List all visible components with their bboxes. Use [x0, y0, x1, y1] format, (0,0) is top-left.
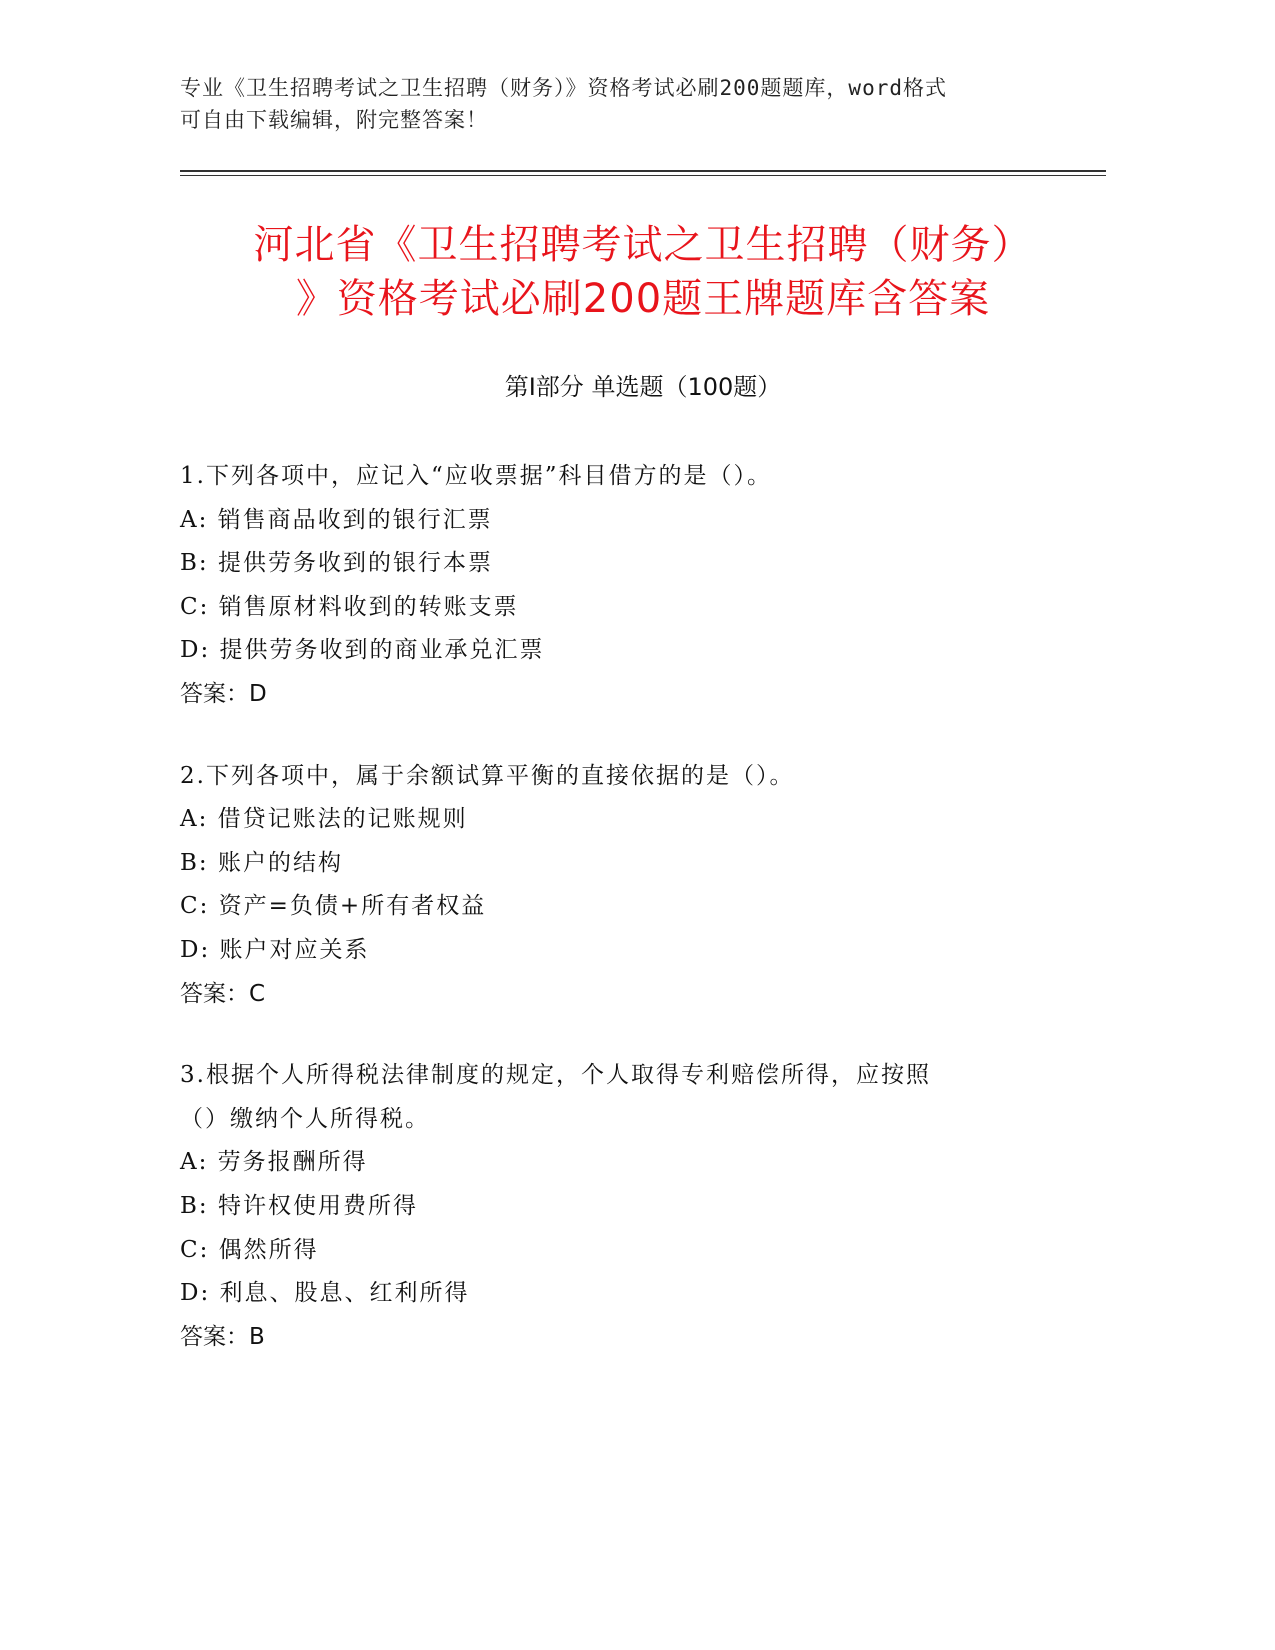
answer: 答案：B: [180, 1323, 265, 1350]
option-d: D: 账户对应关系: [180, 936, 370, 963]
option-a: A: 劳务报酬所得: [180, 1149, 368, 1176]
question-1: [180, 455, 1080, 717]
header-note-line-2: 可自由下载编辑，附完整答案！: [180, 108, 488, 132]
question-3: [180, 1054, 1080, 1359]
question-text: 2.下列各项中，属于余额试算平衡的直接依据的是（）。: [180, 762, 795, 789]
option-d: D: 利息、股息、红利所得: [180, 1280, 470, 1307]
option-d: D: 提供劳务收到的商业承兑汇票: [180, 637, 545, 664]
option-c: C: 偶然所得: [180, 1236, 319, 1263]
document-title-line-2: 》资格考试必刷200题王牌题库含答案: [295, 276, 991, 322]
question-text: 1.下列各项中，应记入“应收票据”科目借方的是（）。: [180, 463, 772, 489]
option-a: A: 借贷记账法的记账规则: [180, 806, 468, 833]
option-b: B: 特许权使用费所得: [180, 1192, 418, 1219]
section-heading: 第Ⅰ部分 单选题（100题）: [504, 373, 782, 401]
document-title-line-1: 河北省《卫生招聘考试之卫生招聘（财务）: [253, 222, 1033, 268]
option-b: B: 账户的结构: [180, 849, 343, 876]
header-divider-thick: [180, 170, 1106, 172]
document-title: [180, 218, 1106, 326]
question-text: 3.根据个人所得税法律制度的规定，个人取得专利赔偿所得，应按照: [180, 1062, 931, 1089]
question-text-continued: （）缴纳个人所得税。: [180, 1105, 430, 1132]
option-c: C: 资产=负债+所有者权益: [180, 893, 487, 920]
question-2: [180, 755, 1080, 1017]
option-b: B: 提供劳务收到的银行本票: [180, 550, 493, 577]
header-note: [180, 72, 1080, 136]
header-note-line-1: 专业《卫生招聘考试之卫生招聘（财务）》资格考试必刷200题题库，word格式: [180, 76, 947, 100]
option-c: C: 销售原材料收到的转账支票: [180, 593, 519, 620]
answer: 答案：D: [180, 680, 267, 707]
question-list: [180, 455, 1080, 1397]
header-divider-thin: [180, 175, 1106, 176]
answer: 答案：C: [180, 980, 266, 1007]
option-a: A: 销售商品收到的银行汇票: [180, 506, 493, 533]
